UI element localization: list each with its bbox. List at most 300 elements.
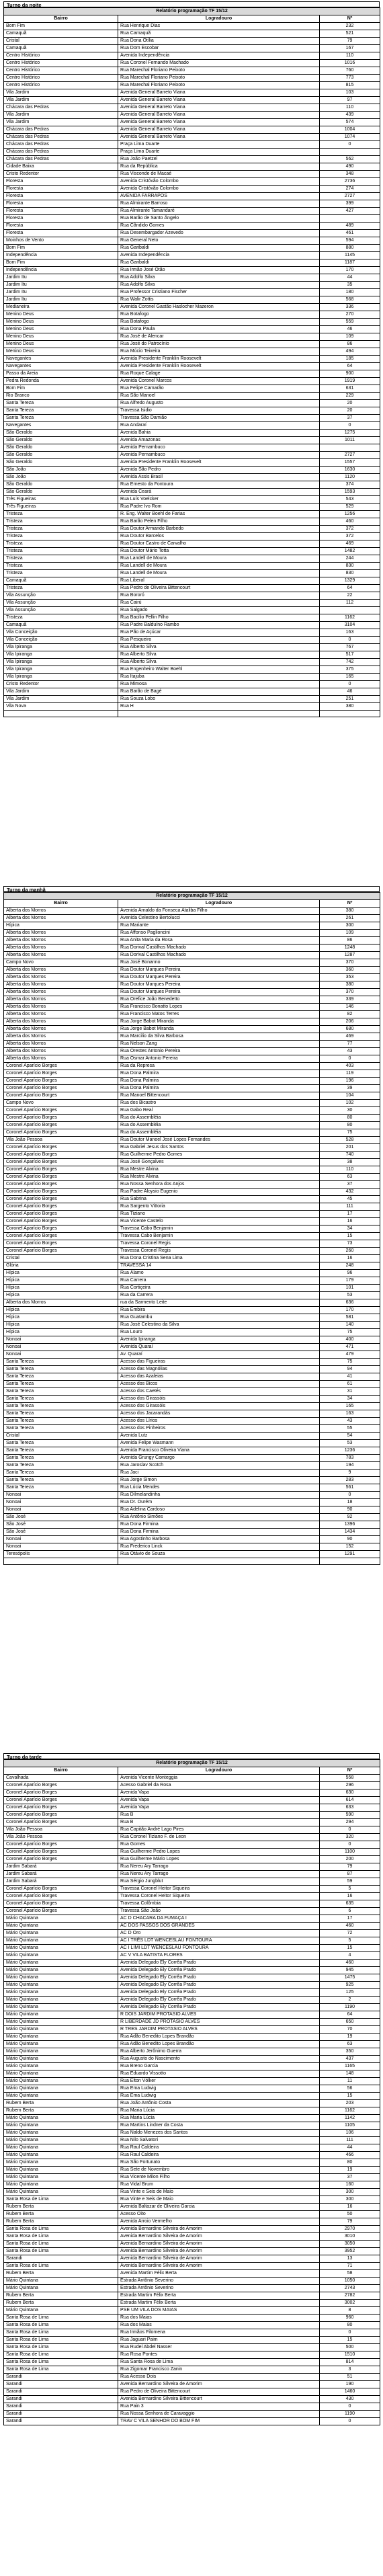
numero-cell: 296 <box>320 1782 380 1789</box>
numero-cell: 87 <box>320 1871 380 1878</box>
logradouro-cell: Avenida Delegado Ely Corrêa Prado <box>118 1989 320 1997</box>
bairro-cell: Tristeza <box>4 614 118 622</box>
logradouro-cell: Rua Camaquã <box>118 30 320 38</box>
table-row <box>4 2181 380 2189</box>
bairro-cell: Santa Rosa de Lima <box>4 2263 118 2270</box>
bairro-cell: Tristeza <box>4 540 118 548</box>
table-row <box>4 629 380 637</box>
table-row <box>4 1063 380 1070</box>
numero-cell: 372 <box>320 526 380 533</box>
table-row <box>4 134 380 141</box>
bairro-cell: Santa Tereza <box>4 400 118 407</box>
bairro-cell: Cavalhada <box>4 1775 118 1782</box>
numero-cell: 1050 <box>320 2278 380 2285</box>
logradouro-cell: Avenida General Barreto Viana <box>118 119 320 126</box>
numero-cell: 73 <box>320 1240 380 1248</box>
numero-cell: 469 <box>320 1033 380 1041</box>
table-row <box>4 2011 380 2019</box>
logradouro-cell: Rua São Manoel <box>118 393 320 400</box>
logradouro-cell: Rua Doutor Manoel José Lopes Fernandes <box>118 1137 320 1144</box>
logradouro-cell: Rua Jorge Simon <box>118 1477 320 1484</box>
table-row <box>4 2388 380 2396</box>
numero-cell: 773 <box>320 75 380 82</box>
bairro-cell: Navegantes <box>4 363 118 370</box>
logradouro-cell: Avenida São Pedro <box>118 467 320 474</box>
logradouro-cell: Avenida Vicente Monteggia <box>118 1775 320 1782</box>
logradouro-cell: Rua Adolfo Silva <box>118 274 320 282</box>
table-row <box>4 696 380 703</box>
table-row <box>4 89 380 97</box>
bairro-cell: São Geraldo <box>4 481 118 489</box>
bairro-cell: Alberta dos Morros <box>4 1033 118 1041</box>
table-row <box>4 1174 380 1181</box>
table-row <box>4 237 380 245</box>
logradouro-cell: Rua Alberto Silva <box>118 659 320 666</box>
logradouro-cell: Rua Almirante Barroso <box>118 200 320 208</box>
table-row <box>4 2396 380 2403</box>
logradouro-cell: Rua Nelson Zang <box>118 1041 320 1048</box>
bairro-cell: Floresta <box>4 215 118 223</box>
logradouro-cell: Rua Jaci <box>118 1470 320 1477</box>
bairro-cell: Mário Quintana <box>4 1997 118 2004</box>
numero-cell: 201 <box>320 1144 380 1152</box>
table-row <box>4 1521 380 1529</box>
bairro-cell: Bom Fim <box>4 23 118 30</box>
numero-cell: 2736 <box>320 178 380 186</box>
table-row <box>4 1152 380 1159</box>
table-row <box>4 1307 380 1314</box>
bairro-cell: Jardim Itu <box>4 274 118 282</box>
numero-cell: 1016 <box>320 60 380 67</box>
logradouro-cell: Rua Gabriel Jesus dos Santos <box>118 1144 320 1152</box>
numero-cell: 229 <box>320 393 380 400</box>
bairro-cell: Mário Quintana <box>4 2122 118 2130</box>
table-row <box>4 600 380 607</box>
table-row <box>4 2174 380 2181</box>
table-row <box>4 1262 380 1270</box>
table-row <box>4 385 380 393</box>
table-row <box>4 141 380 149</box>
numero-cell: 50 <box>320 2211 380 2218</box>
table-row <box>4 2337 380 2344</box>
table-row <box>4 1078 380 1085</box>
numero-cell: 614 <box>320 1797 380 1804</box>
bairro-cell: Nonoai <box>4 1536 118 1543</box>
numero-cell: 71 <box>320 2263 380 2270</box>
logradouro-cell: Rua Naldo Menezes dos Santos <box>118 2130 320 2137</box>
logradouro-cell: Rua Botafogo <box>118 319 320 326</box>
logradouro-cell: Avenida Arnaldo da Fonseca Ataliba Filho <box>118 908 320 915</box>
numero-cell: 4 <box>320 1952 380 1960</box>
table-row <box>4 200 380 208</box>
bairro-cell: Coronel Aparício Borges <box>4 1908 118 1915</box>
numero-cell: 925 <box>320 1982 380 1989</box>
numero-cell: 13 <box>320 2255 380 2263</box>
logradouro-cell: Rua Mariante <box>118 922 320 930</box>
table-row <box>4 1447 380 1455</box>
bairro-cell: Mário Quintana <box>4 2041 118 2048</box>
logradouro-cell: Rua Gabo Real <box>118 1107 320 1115</box>
table-row <box>4 2167 380 2174</box>
numero-cell: 109 <box>320 930 380 937</box>
logradouro-cell: Rua Alberto Silva <box>118 651 320 659</box>
table-row <box>4 1196 380 1203</box>
logradouro-cell: R. Eng. Walter Boehl de Farias <box>118 511 320 518</box>
logradouro-cell: Rua Tiziano <box>118 1211 320 1218</box>
logradouro-cell: Rua Mimosa <box>118 681 320 688</box>
logradouro-cell: Travessa Coronel Heitor Siqueira <box>118 1886 320 1893</box>
bairro-cell: Santa Tereza <box>4 1470 118 1477</box>
logradouro-cell: Rua Nossa Senhora de Caravaggio <box>118 2411 320 2418</box>
logradouro-cell: AC I LIMI LDT WENCESLAU FONTOURA <box>118 1945 320 1952</box>
numero-cell: 561 <box>320 1484 380 1492</box>
numero-cell: 102 <box>320 1100 380 1107</box>
logradouro-cell: Avenida Baltazar de Oliveira Garcia <box>118 2204 320 2211</box>
bairro-cell: Santa Rosa de Lima <box>4 2351 118 2359</box>
logradouro-cell: Rua Doutor Mário Totta <box>118 548 320 555</box>
report-title: Relatório programação TF 15/12 <box>4 8 380 15</box>
numero-cell: 590 <box>320 1812 380 1819</box>
logradouro-cell: R DOIS JARDIM PROTASIO ALVES <box>118 2011 320 2019</box>
table-row <box>4 67 380 75</box>
numero-cell: 15 <box>320 2337 380 2344</box>
table-row <box>4 2270 380 2278</box>
logradouro-cell: Avenida General Barreto Viana <box>118 126 320 134</box>
logradouro-cell: Rua da Carrera <box>118 1292 320 1299</box>
logradouro-cell: Rua Breno Garcia <box>118 2063 320 2070</box>
logradouro-cell: Rua Landell de Moura <box>118 563 320 570</box>
logradouro-cell: Avenida Delegado Ely Corrêa Prado <box>118 1960 320 1967</box>
table-row <box>4 1203 380 1211</box>
bairro-cell: Mário Quintana <box>4 2167 118 2174</box>
bairro-cell: Camaquã <box>4 622 118 629</box>
shift-title: Turno da tarde <box>3 1753 380 1759</box>
logradouro-cell: Avenida Arroio Vermelho <box>118 2218 320 2226</box>
bairro-cell: São Geraldo <box>4 430 118 437</box>
bairro-cell: Menino Deus <box>4 326 118 333</box>
numero-cell: 3010 <box>320 2233 380 2241</box>
bairro-cell: Coronel Aparício Borges <box>4 1233 118 1240</box>
numero-cell: 353 <box>320 974 380 981</box>
bairro-cell: Sarandi <box>4 2411 118 2418</box>
logradouro-cell: Rua Frederico Linck <box>118 1543 320 1551</box>
table-row <box>4 2322 380 2329</box>
table-row <box>4 2351 380 2359</box>
logradouro-cell: Rua Felipe Camarão <box>118 385 320 393</box>
table-row <box>4 548 380 555</box>
logradouro-cell: Estrada Antônio Severino <box>118 2278 320 2285</box>
table-row <box>4 2403 380 2411</box>
logradouro-cell: Rua Marechal Floriano Peixoto <box>118 67 320 75</box>
bairro-cell: São João <box>4 474 118 481</box>
bairro-cell: Santa Rosa de Lima <box>4 2344 118 2351</box>
table-row <box>4 2189 380 2196</box>
table-row <box>4 1277 380 1285</box>
logradouro-cell: Rua Cairú <box>118 600 320 607</box>
bairro-cell: Vila Ipiranga <box>4 651 118 659</box>
numero-cell: 283 <box>320 1477 380 1484</box>
numero-cell: 160 <box>320 2181 380 2189</box>
numero-cell: 460 <box>320 1960 380 1967</box>
numero-cell: 5 <box>320 1886 380 1893</box>
table-row <box>4 622 380 629</box>
logradouro-cell: Rua Capitão André Lago Pires <box>118 1826 320 1834</box>
numero-cell: 96 <box>320 1270 380 1277</box>
logradouro-cell: Avenida Pernambuco <box>118 452 320 459</box>
bairro-cell: Floresta <box>4 178 118 186</box>
bairro-cell: Vila Jardim <box>4 696 118 703</box>
table-row <box>4 1018 380 1026</box>
logradouro-cell: AC D CHACARA DA FUMAÇA I <box>118 1915 320 1923</box>
logradouro-cell: Avenida Bernardino Silveira de Amorim <box>118 2241 320 2248</box>
bairro-cell: Vila Jardim <box>4 112 118 119</box>
logradouro-cell: Rua Pedro de Oliveira Bittencourt <box>118 2388 320 2396</box>
logradouro-cell: Rua José Celestino da Silva <box>118 1322 320 1329</box>
numero-cell: 179 <box>320 1277 380 1285</box>
logradouro-cell: Rua Alfredo Augusto <box>118 400 320 407</box>
numero-cell: 17 <box>320 1915 380 1923</box>
numero-cell: 0 <box>320 2329 380 2337</box>
numero-cell <box>320 1558 380 1565</box>
bairro-cell: Mário Quintana <box>4 2189 118 2196</box>
bairro-cell: Passo da Areia <box>4 370 118 378</box>
table-row <box>4 2211 380 2218</box>
table-row <box>4 2300 380 2307</box>
table-row <box>4 518 380 526</box>
numero-cell: 635 <box>320 1900 380 1908</box>
bairro-cell: Vila Assunção <box>4 592 118 600</box>
logradouro-cell: Rua Barão de Santo Ângelo <box>118 215 320 223</box>
table-row <box>4 259 380 267</box>
numero-cell: 58 <box>320 2270 380 2278</box>
numero-cell: 0 <box>320 1492 380 1499</box>
numero-cell: 90 <box>320 1506 380 1514</box>
bairro-cell: Nonoai <box>4 1499 118 1506</box>
logradouro-cell: Rua Cândido Gomes <box>118 223 320 230</box>
table-row <box>4 149 380 156</box>
bairro-cell: Coronel Aparício Borges <box>4 1886 118 1893</box>
bairro-cell: Alberta dos Morros <box>4 1299 118 1307</box>
bairro-cell: Alberta dos Morros <box>4 1004 118 1011</box>
bairro-cell: São Geraldo <box>4 459 118 467</box>
logradouro-cell: Rua Desembargador Azevedo <box>118 230 320 237</box>
logradouro-cell: Estrada Antônio Severino <box>118 2285 320 2292</box>
bairro-cell: Santa Tereza <box>4 1388 118 1396</box>
numero-cell: 320 <box>320 1834 380 1841</box>
numero-cell: 75 <box>320 1129 380 1137</box>
numero-cell: 165 <box>320 674 380 681</box>
numero-cell: 460 <box>320 1923 380 1930</box>
bairro-cell: Pedra Redonda <box>4 378 118 385</box>
logradouro-cell: Rua Dona Palmira <box>118 1078 320 1085</box>
numero-cell: 9 <box>320 1470 380 1477</box>
column-header-numero: Nº <box>320 900 380 908</box>
logradouro-cell: Rua Acesso Dois <box>118 2374 320 2381</box>
table-row <box>4 2159 380 2167</box>
bairro-cell: Centro Histórico <box>4 82 118 89</box>
bairro-cell: Mário Quintana <box>4 2093 118 2100</box>
bairro-cell: Mário Quintana <box>4 2026 118 2034</box>
numero-cell: 79 <box>320 38 380 45</box>
numero-cell: 0 <box>320 637 380 644</box>
numero-cell: 22 <box>320 592 380 600</box>
logradouro-cell: Avenida Grungy Camargo <box>118 1455 320 1462</box>
logradouro-cell: Rua Landell de Moura <box>118 570 320 577</box>
logradouro-cell: Rua Sete de Novembro <box>118 2167 320 2174</box>
logradouro-cell: Rua Ema Ludwig <box>118 2085 320 2093</box>
table-row <box>4 2315 380 2322</box>
logradouro-cell: Rua Dona Firmina <box>118 1521 320 1529</box>
bairro-cell: Nonoai <box>4 1543 118 1551</box>
logradouro-cell: Rua Dorival Castilhos Machado <box>118 952 320 959</box>
logradouro-cell: Rua Adolfo Silva <box>118 282 320 289</box>
logradouro-cell: Rua Francisco Bonatto Lopes <box>118 1004 320 1011</box>
table-row <box>4 674 380 681</box>
bairro-cell: Mário Quintana <box>4 2181 118 2189</box>
numero-cell: 79 <box>320 2218 380 2226</box>
numero-cell: 1256 <box>320 511 380 518</box>
table-row <box>4 82 380 89</box>
logradouro-cell: Rua Dr. Ourém <box>118 1499 320 1506</box>
table-row <box>4 215 380 223</box>
bairro-cell: Mário Quintana <box>4 2174 118 2181</box>
bairro-cell: Coronel Aparício Borges <box>4 1893 118 1900</box>
bairro-cell: Mário Quintana <box>4 1930 118 1937</box>
table-row <box>4 711 380 717</box>
bairro-cell: Mário Quintana <box>4 1982 118 1989</box>
table-row <box>4 585 380 592</box>
logradouro-cell: Avenida Independência <box>118 52 320 60</box>
numero-cell: 2782 <box>320 2292 380 2300</box>
numero-cell: 300 <box>320 922 380 930</box>
numero-cell: 439 <box>320 112 380 119</box>
table-row <box>4 1122 380 1129</box>
numero-cell: 30 <box>320 1107 380 1115</box>
logradouro-cell: Rua Maria Lúcia <box>118 2107 320 2115</box>
table-row <box>4 1551 380 1558</box>
table-row <box>4 119 380 126</box>
bairro-cell: Santa Tereza <box>4 1418 118 1425</box>
bairro-cell: Coronel Aparício Borges <box>4 1211 118 1218</box>
bairro-cell: Santa Tereza <box>4 1359 118 1366</box>
bairro-cell: Camaquã <box>4 30 118 38</box>
numero-cell: 80 <box>320 2322 380 2329</box>
bairro-cell: Vila Jardim <box>4 97 118 104</box>
bairro-cell: São Geraldo <box>4 452 118 459</box>
numero-cell: 70 <box>320 2026 380 2034</box>
bairro-cell: Mário Quintana <box>4 1945 118 1952</box>
table-row <box>4 533 380 540</box>
table-row <box>4 1470 380 1477</box>
table-row <box>4 1255 380 1262</box>
numero-cell: 15 <box>320 2093 380 2100</box>
table-row <box>4 2418 380 2425</box>
bairro-cell: Alberta dos Morros <box>4 967 118 974</box>
column-header-numero: Nº <box>320 1767 380 1775</box>
table-row <box>4 407 380 415</box>
logradouro-cell: Avenida General Barreto Viana <box>118 134 320 141</box>
bairro-cell: Tristeza <box>4 548 118 555</box>
bairro-cell: Santa Rosa de Lima <box>4 2233 118 2241</box>
logradouro-cell: Avenida Bernardino Silveira Bittencourt <box>118 2396 320 2403</box>
logradouro-cell: Rua Coronel Tiziano F. de Leon <box>118 1834 320 1841</box>
bairro-cell: Santa Rosa de Lima <box>4 2248 118 2255</box>
numero-cell: 44 <box>320 274 380 282</box>
logradouro-cell: Avenida Delegado Ely Corrêa Prado <box>118 1982 320 1989</box>
table-row <box>4 282 380 289</box>
logradouro-cell: Rua Antônio Simões <box>118 1514 320 1521</box>
bairro-cell: Mário Quintana <box>4 1974 118 1982</box>
logradouro-cell: Estrada Martim Félix Berta <box>118 2292 320 2300</box>
bairro-cell: Navegantes <box>4 356 118 363</box>
numero-cell: 64 <box>320 363 380 370</box>
bairro-cell: Alberta dos Morros <box>4 908 118 915</box>
table-row <box>4 1092 380 1100</box>
bairro-cell: Mário Quintana <box>4 2144 118 2152</box>
numero-cell: 53 <box>320 1440 380 1447</box>
logradouro-cell: Rua Vinte e Seis de Maio <box>118 2189 320 2196</box>
table-row <box>4 400 380 407</box>
logradouro-cell: Travessa São Damião <box>118 415 320 422</box>
bairro-cell: Coronel Aparício Borges <box>4 1196 118 1203</box>
table-row <box>4 1819 380 1826</box>
bairro-cell: Alberta dos Morros <box>4 1055 118 1063</box>
logradouro-cell: Rua Padre Aloysio Eugenio <box>118 1189 320 1196</box>
bairro-cell: Menino Deus <box>4 319 118 326</box>
bairro-cell: Mário Quintana <box>4 2278 118 2285</box>
numero-cell: 1187 <box>320 259 380 267</box>
logradouro-cell: Avenida General Barreto Viana <box>118 97 320 104</box>
bairro-cell: Mário Quintana <box>4 2019 118 2026</box>
numero-cell: 1291 <box>320 1551 380 1558</box>
bairro-cell: Nonoai <box>4 1336 118 1344</box>
bairro-cell: Jardim Itu <box>4 282 118 289</box>
table-row <box>4 2411 380 2418</box>
bairro-cell: Mário Quintana <box>4 2085 118 2093</box>
numero-cell: 3 <box>320 2366 380 2374</box>
logradouro-cell: Travessa Cabo Benjamin <box>118 1233 320 1240</box>
table-row <box>4 437 380 444</box>
numero-cell: 45 <box>320 1196 380 1203</box>
numero-cell: 1165 <box>320 2063 380 2070</box>
bairro-cell: Sarandi <box>4 2374 118 2381</box>
bairro-cell: Hípica <box>4 1285 118 1292</box>
column-header-logradouro: Logradouro <box>118 900 320 908</box>
table-row <box>4 1514 380 1521</box>
bairro-cell: Coronel Aparício Borges <box>4 1063 118 1070</box>
numero-cell: 38 <box>320 1159 380 1166</box>
bairro-cell: Floresta <box>4 230 118 237</box>
logradouro-cell: AC I TRÊS LDT WENCESLAU FONTOURA <box>118 1937 320 1945</box>
table-row <box>4 1100 380 1107</box>
logradouro-cell: Rua Vicente Castelo <box>118 1218 320 1225</box>
numero-cell: 190 <box>320 2381 380 2388</box>
numero-cell: 432 <box>320 1189 380 1196</box>
numero-cell: 170 <box>320 267 380 274</box>
table-row <box>4 1115 380 1122</box>
numero-cell: 86 <box>320 341 380 348</box>
table-row <box>4 2285 380 2292</box>
bairro-cell: Tristeza <box>4 585 118 592</box>
table-row <box>4 930 380 937</box>
bairro-cell: Mário Quintana <box>4 2078 118 2085</box>
numero-cell: 1396 <box>320 1521 380 1529</box>
table-row <box>4 193 380 200</box>
table-row <box>4 2307 380 2315</box>
bairro-cell: Campo Novo <box>4 959 118 967</box>
shift-title: Turno da manhã <box>3 886 380 892</box>
numero-cell: 2 <box>320 1997 380 2004</box>
